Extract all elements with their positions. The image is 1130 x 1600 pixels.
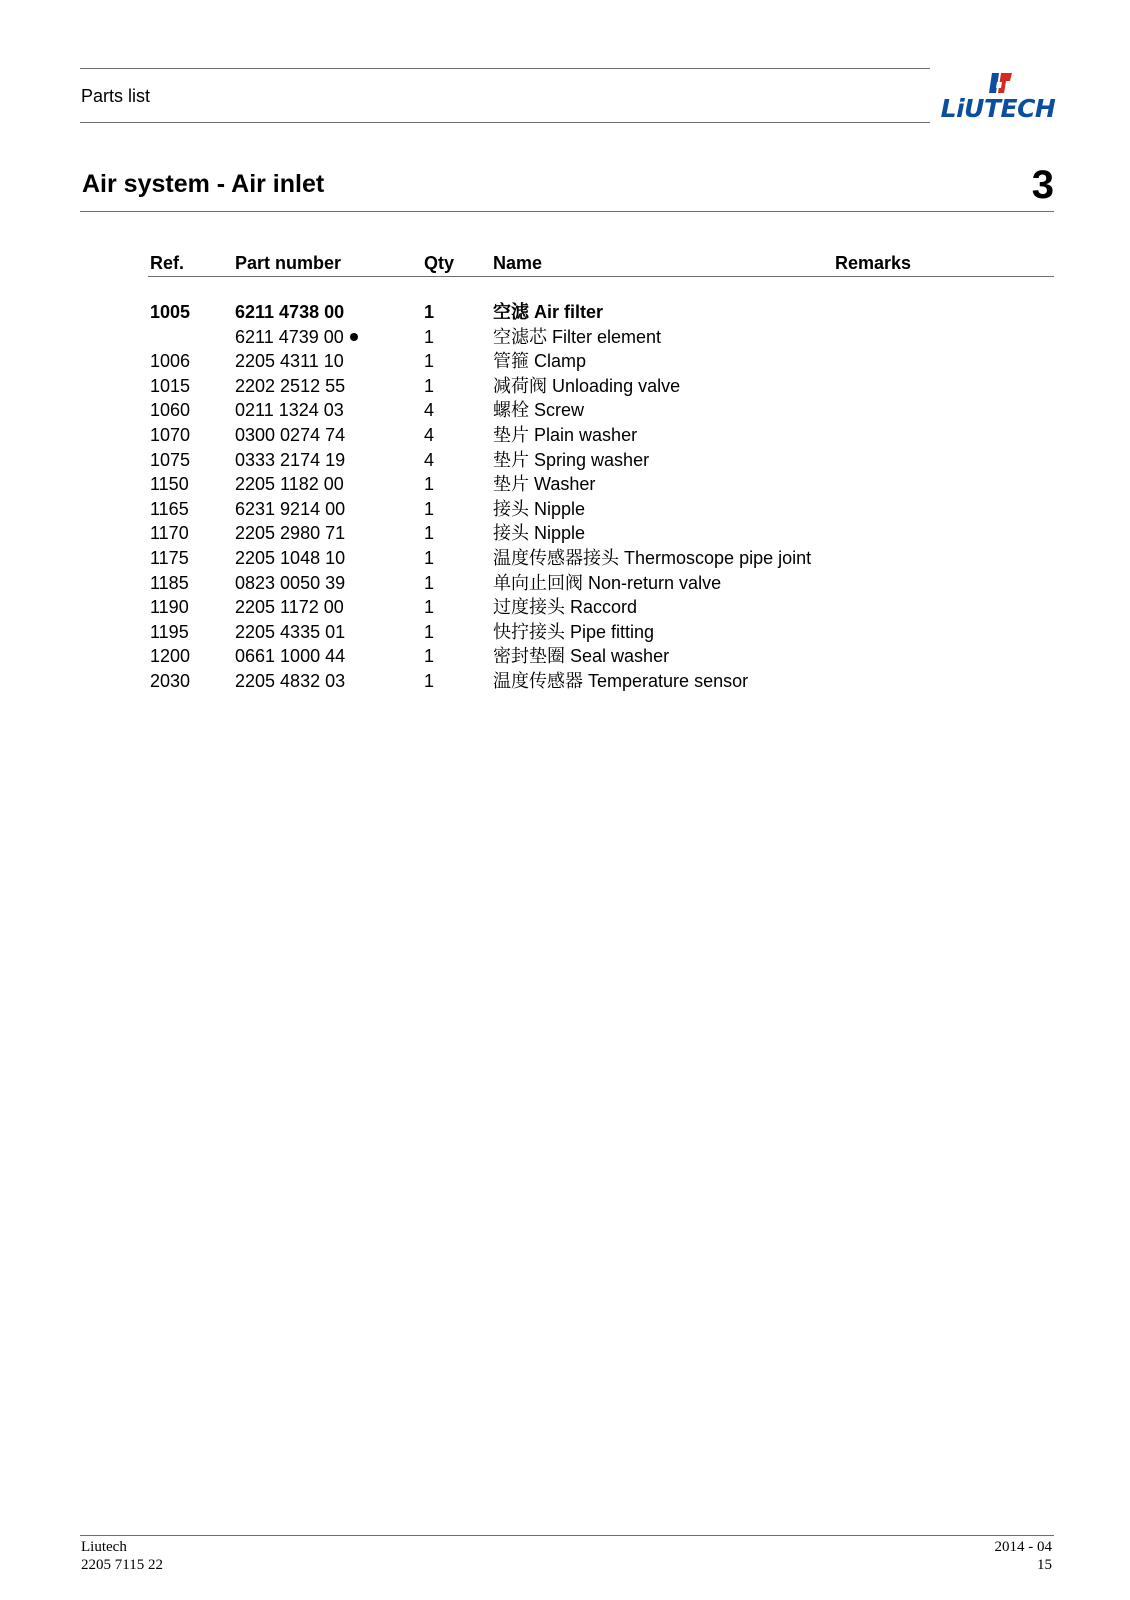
ref-cell: 1200 (150, 646, 191, 666)
name-cell (493, 300, 603, 325)
ref-cell: 1075 (150, 450, 191, 470)
table-row (0, 423, 1130, 447)
name-english: Air filter (534, 302, 604, 322)
table-row (0, 325, 1130, 349)
logo-text: LiUTECH (940, 94, 1056, 123)
part-number-text: 0211 1324 03 (235, 400, 344, 420)
name-chinese: 密封垫圈 (493, 646, 565, 667)
table-row (0, 595, 1130, 619)
name-cell (493, 521, 585, 546)
ref-cell: 1005 (150, 302, 191, 322)
part-number-cell (235, 374, 345, 398)
part-number-cell (235, 546, 345, 570)
name-chinese: 快拧接头 (493, 622, 565, 643)
qty-cell: 1 (424, 351, 435, 371)
name-cell (493, 448, 649, 473)
part-number-text: 2202 2512 55 (235, 376, 346, 396)
footer-date: 2014 - 04 (994, 1539, 1052, 1555)
table-row (0, 398, 1130, 422)
qty-cell: 1 (424, 548, 435, 568)
part-number-cell (235, 644, 345, 668)
table-row (0, 644, 1130, 668)
part-number-cell (235, 521, 345, 545)
name-english: Washer (534, 474, 596, 494)
qty-cell: 1 (424, 499, 435, 519)
name-english: Pipe fitting (570, 622, 655, 642)
part-number-cell (235, 497, 345, 521)
name-chinese: 接头 (493, 499, 529, 520)
ref-cell: 1006 (150, 351, 191, 371)
name-english: Non-return valve (588, 573, 722, 593)
table-row (0, 669, 1130, 693)
name-cell (493, 374, 680, 399)
name-cell (493, 620, 654, 645)
name-cell (493, 398, 584, 423)
part-number-cell (235, 349, 344, 373)
part-number-cell (235, 423, 345, 447)
column-header-part-number: Part number (235, 253, 342, 273)
part-number-cell (235, 448, 345, 472)
name-chinese: 温度传感器 (493, 671, 583, 692)
ref-cell: 1185 (150, 573, 189, 593)
table-row (0, 546, 1130, 570)
name-english: Nipple (534, 499, 586, 519)
part-number-cell (235, 398, 344, 422)
qty-cell: 1 (424, 327, 435, 347)
name-english: Unloading valve (552, 376, 681, 396)
name-english: Screw (534, 400, 585, 420)
qty-cell: 1 (424, 597, 435, 617)
name-cell (493, 571, 721, 596)
part-number-text: 6211 4738 00 (235, 302, 345, 322)
qty-cell: 1 (424, 302, 435, 322)
part-number-text: 2205 1182 00 (235, 474, 344, 494)
name-chinese: 空滤芯 (493, 327, 547, 348)
ref-cell: 2030 (150, 671, 191, 691)
part-number-text: 6231 9214 00 (235, 499, 346, 519)
name-english: Nipple (534, 523, 586, 543)
name-english: Thermoscope pipe joint (624, 548, 812, 568)
qty-cell: 1 (424, 622, 435, 642)
ref-cell: 1060 (150, 400, 191, 420)
document-type-label: Parts list (81, 86, 151, 106)
name-cell (493, 423, 637, 448)
part-number-text: 0300 0274 74 (235, 425, 346, 445)
logo-mark-icon (987, 72, 1013, 94)
ref-cell: 1150 (150, 474, 189, 494)
name-cell (493, 497, 585, 522)
footer-company: Liutech (81, 1539, 127, 1555)
column-header-ref: Ref. (150, 253, 185, 273)
part-number-cell (235, 571, 345, 595)
name-chinese: 垫片 (493, 474, 529, 495)
name-english: Temperature sensor (588, 671, 749, 691)
footer-page-number: 15 (1037, 1557, 1052, 1573)
name-english: Plain washer (534, 425, 638, 445)
table-row (0, 472, 1130, 496)
table-row (0, 374, 1130, 398)
section-number: 3 (1031, 163, 1054, 207)
qty-cell: 1 (424, 523, 435, 543)
part-number-cell (235, 325, 358, 349)
column-header-qty: Qty (424, 253, 455, 273)
name-chinese: 管箍 (493, 351, 529, 372)
ref-cell: 1175 (150, 548, 189, 568)
name-chinese: 接头 (493, 523, 529, 544)
part-number-text: 2205 4335 01 (235, 622, 346, 642)
part-number-text: 2205 4832 03 (235, 671, 346, 691)
qty-cell: 4 (424, 425, 435, 445)
name-cell (493, 349, 586, 374)
qty-cell: 1 (424, 671, 435, 691)
qty-cell: 1 (424, 474, 435, 494)
part-number-text: 0823 0050 39 (235, 573, 346, 593)
qty-cell: 1 (424, 376, 435, 396)
part-number-text: 2205 4311 10 (235, 351, 344, 371)
name-cell (493, 325, 661, 350)
name-cell (493, 669, 748, 694)
part-number-text: 2205 2980 71 (235, 523, 346, 543)
table-row (0, 497, 1130, 521)
ref-cell: 1190 (150, 597, 189, 617)
name-chinese: 垫片 (493, 450, 529, 471)
name-english: Spring washer (534, 450, 650, 470)
part-number-text: 2205 1048 10 (235, 548, 346, 568)
part-number-cell (235, 595, 344, 619)
table-row (0, 521, 1130, 545)
qty-cell: 1 (424, 573, 435, 593)
liutech-logo (940, 70, 1056, 124)
name-cell (493, 472, 595, 497)
ref-cell: 1170 (150, 523, 189, 543)
name-chinese: 温度传感器接头 (493, 548, 619, 569)
qty-cell: 4 (424, 400, 435, 420)
table-row (0, 620, 1130, 644)
name-chinese: 空滤 (493, 302, 529, 323)
qty-cell: 4 (424, 450, 435, 470)
part-number-cell (235, 300, 344, 324)
footer-document-number: 2205 7115 22 (81, 1557, 163, 1573)
table-row (0, 300, 1130, 324)
part-number-cell (235, 472, 344, 496)
ref-cell: 1070 (150, 425, 191, 445)
name-english: Clamp (534, 351, 587, 371)
footer-rule (80, 1535, 1054, 1536)
name-chinese: 过度接头 (493, 597, 565, 618)
qty-cell: 1 (424, 646, 435, 666)
name-english: Filter element (552, 327, 662, 347)
ref-cell: 1015 (150, 376, 191, 396)
name-cell (493, 644, 669, 669)
name-cell (493, 546, 811, 571)
part-number-text: 0333 2174 19 (235, 450, 346, 470)
name-english: Seal washer (570, 646, 670, 666)
column-header-remarks: Remarks (835, 253, 912, 273)
page-title: Air system - Air inlet (82, 170, 325, 198)
recommended-spare-bullet-icon (350, 333, 358, 341)
header-top-rule (80, 68, 930, 69)
table-row (0, 349, 1130, 373)
name-cell (493, 595, 637, 620)
ref-cell: 1195 (150, 622, 189, 642)
table-header-rule (148, 276, 1054, 277)
name-chinese: 螺栓 (493, 400, 529, 421)
part-number-cell (235, 669, 345, 693)
name-chinese: 垫片 (493, 425, 529, 446)
header-bottom-rule (80, 122, 930, 123)
name-chinese: 单向止回阀 (493, 573, 583, 594)
ref-cell: 1165 (150, 499, 189, 519)
table-row (0, 571, 1130, 595)
name-chinese: 减荷阀 (493, 376, 547, 397)
part-number-text: 2205 1172 00 (235, 597, 344, 617)
part-number-cell (235, 620, 345, 644)
table-row (0, 448, 1130, 472)
part-number-text: 6211 4739 00 (235, 327, 344, 347)
title-rule (80, 211, 1054, 212)
name-english: Raccord (570, 597, 638, 617)
part-number-text: 0661 1000 44 (235, 646, 346, 666)
column-header-name: Name (493, 253, 543, 273)
